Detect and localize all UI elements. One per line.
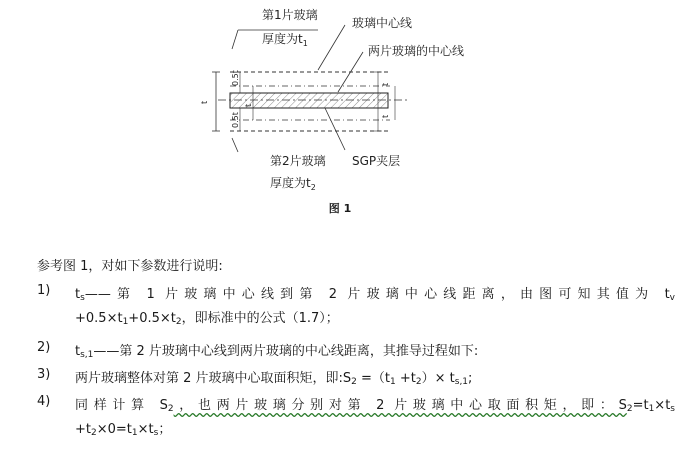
item-number: 2) — [37, 340, 51, 355]
leader-glass1 — [232, 30, 238, 49]
label-sgp: SGP夹层 — [352, 154, 401, 168]
item-number: 1) — [37, 283, 51, 298]
leader-glass-center — [318, 25, 345, 70]
label-glass1-line1: 第1片玻璃 — [262, 8, 318, 22]
intro-text: 参考图 1，对如下参数进行说明: — [37, 259, 223, 274]
item-body: $t_{s,1}——$第 2 片玻璃中心线到两片玻璃的中心线距离，其推导过程如下: — [75, 344, 479, 360]
figure-caption: 图 1 — [328, 202, 352, 215]
label-two-center: 两片玻璃的中心线 — [368, 44, 465, 58]
label-glass2-line2: 厚度为$t_2$ — [270, 176, 316, 192]
item-number: 4) — [37, 394, 51, 409]
item-body: $t_s——$第 1 片玻璃中心线到第 2 片玻璃中心线距离，由图可知其值为 $t_v$ — [75, 287, 675, 303]
item-number: 3) — [37, 367, 51, 382]
label-glass2-line1: 第2片玻璃 — [270, 154, 326, 168]
dim-half-t1: 0.5t — [231, 70, 240, 86]
leader-sgp — [325, 108, 345, 150]
label-glass-center: 玻璃中心线 — [352, 16, 413, 30]
item-body: 同样计算 $S_2$，也两片玻璃分别对第 2 片玻璃中心取面积矩，即：$S_2=t_1\times t_s$ — [75, 398, 675, 414]
item-body-line2: $+t_2\times 0=t_1\times t_s$； — [75, 422, 172, 438]
sgp-interlayer — [230, 93, 388, 108]
dim-t2: t — [381, 82, 390, 86]
item-body-line2: $+0.5\times t_1+0.5\times t_2$，即标准中的公式（1.7）； — [75, 311, 339, 327]
label-glass1-line2: 厚度为$t_1$ — [262, 32, 308, 48]
item-body: 两片玻璃整体对第 2 片玻璃中心取面积矩，即$:S_2 =(t_1 +t_2)\times t_{s,1}$; — [75, 371, 473, 387]
dim-tv: t — [200, 100, 209, 104]
dim-t1: t — [381, 114, 390, 118]
dim-half-t2: 0.5t — [231, 112, 240, 128]
dim-ts: t — [244, 103, 253, 107]
leader-glass2 — [232, 138, 238, 152]
